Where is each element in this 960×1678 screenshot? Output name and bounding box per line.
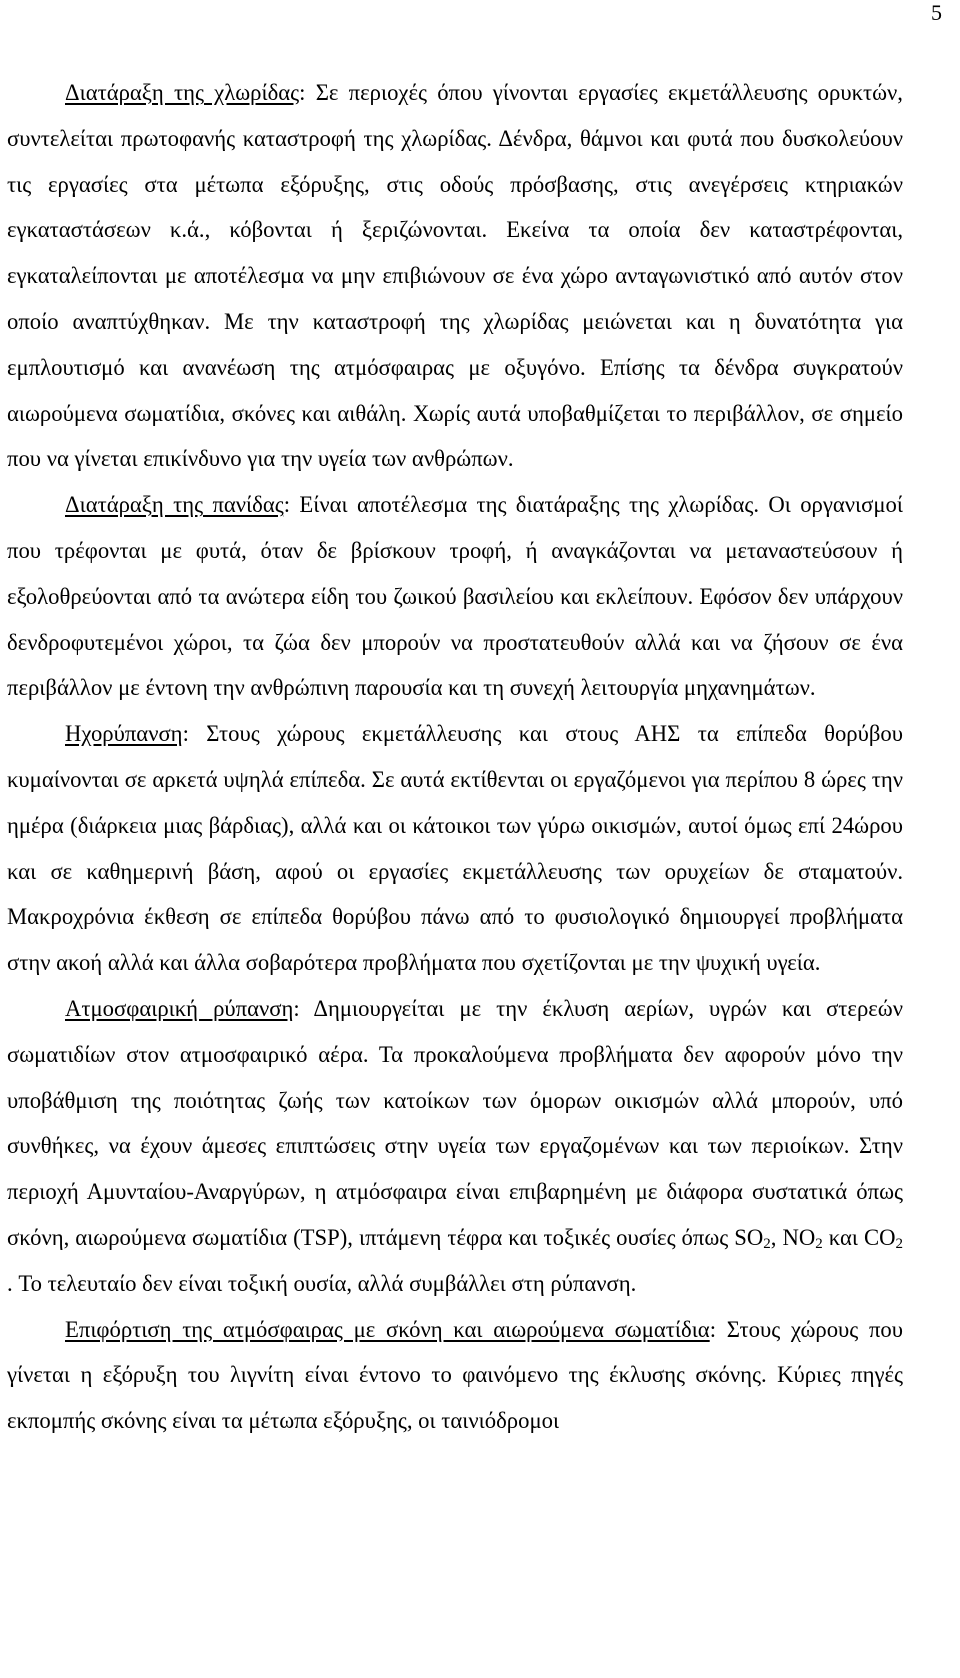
paragraph-noise: [7, 711, 903, 986]
term-separator: :: [299, 80, 316, 105]
term-flora-disturbance: Διατάραξη της χλωρίδας: [65, 80, 300, 105]
paragraph-text: Σε περιοχές όπου γίνονται εργασίες εκμετάλλευσης ορυκτών, συντελείται πρωτοφανής καταστροφή της χλωρίδας. Δένδρα, θάμνοι και φυτά που δυσκολεύουν τις εργασίες στα μέτωπα εξόρυξης, στις οδούς πρόσβασης, στις ανεγέρσεις κτηριακών εγκαταστάσεων κ.ά., κόβονται ή ξεριζώνονται. Εκείνα τα οποία δεν καταστρέφονται, εγκαταλείπονται με αποτέλεσμα να μην επιβιώνουν σε ένα χώρο ανταγωνιστικό από αυτόν στον οποίο αναπτύχθηκαν. Με την καταστροφή της χλωρίδας μειώνεται και η δυνατότητα για εμπλουτισμό και ανανέωση της ατμόσφαιρας με οξυγόνο. Επίσης τα δένδρα συγκρατούν αιωρούμενα σωματίδια, σκόνες και αιθάλη. Χωρίς αυτά υποβαθμίζεται το περιβάλλον, σε σημείο που να γίνεται επικίνδυνο για την υγεία των ανθρώπων.: [7, 80, 903, 472]
term-noise-pollution: Ηχορύπανση: [65, 721, 183, 747]
paragraph-fauna: [7, 482, 903, 711]
paragraph-text: και CO: [822, 1224, 896, 1250]
paragraph-flora: [7, 70, 903, 482]
term-separator: :: [182, 721, 207, 747]
subscript: 2: [815, 1235, 823, 1252]
term-separator: :: [293, 995, 314, 1021]
page-number: 5: [931, 0, 942, 25]
paragraph-text: Στους χώρους εκμετάλλευσης και στους ΑΗΣ τα επίπεδα θορύβου κυμαίνονται σε αρκετά υψηλά επίπεδα. Σε αυτά εκτίθενται οι εργαζόμενοι για περίπου 8 ώρες την ημέρα (διάρκεια μιας βάρδιας), αλλά και οι κάτοικοι των γύρω οικισμών, αυτοί όμως επί 24ώρου και σε καθημερινή βάση, αφού οι εργασίες εκμετάλλευσης των ορυχείων δε σταματούν. Μακροχρόνια έκθεση σε επίπεδα θορύβου πάνω από το φυσιολογικό δημιουργεί προβλήματα στην ακοή αλλά και άλλα σοβαρότερα προβλήματα που σχετίζονται με την ψυχική υγεία.: [7, 721, 903, 976]
term-separator: :: [709, 1316, 727, 1342]
paragraph-text: Είναι αποτέλεσμα της διατάραξης της χλωρίδας. Οι οργανισμοί που τρέφονται με φυτά, όταν δε βρίσκουν τροφή, ή αναγκάζονται να μεταναστεύσουν ή εξολοθρεύονται από τα ανώτερα είδη του ζωικού βασιλείου και εκλείπουν. Εφόσον δεν υπάρχουν δενδροφυτεμένοι χώροι, τα ζώα δεν μπορούν να προστατευθούν αλλά και να ζήσουν σε ένα περιβάλλον με έντονη την ανθρώπινη παρουσία και τη συνεχή λειτουργία μηχανημάτων.: [7, 492, 903, 701]
document-body: [7, 70, 903, 1444]
subscript: 2: [895, 1235, 903, 1252]
term-air-pollution: Ατμοσφαιρική ρύπανση: [65, 995, 294, 1021]
paragraph-text: , NO: [770, 1224, 816, 1250]
term-separator: :: [283, 492, 300, 518]
paragraph-text: Στους χώρους που γίνεται η εξόρυξη του λιγνίτη είναι έντονο το φαινόμενο της έκλυσης σκόνης. Κύριες πηγές εκπομπής σκόνης είναι τα μέτωπα εξόρυξης, οι ταινιόδρομοι: [7, 1316, 904, 1434]
subscript: 2: [763, 1235, 771, 1252]
term-fauna-disturbance: Διατάραξη της πανίδας: [65, 492, 284, 518]
paragraph-dust: [7, 1307, 903, 1444]
paragraph-text: Δημιουργείται με την έκλυση αερίων, υγρών και στερεών σωματιδίων στον ατμοσφαιρικό αέρα. Τα προκαλούμενα προβλήματα δεν αφορούν μόνο την υποβάθμιση της ποιότητας ζωής των κατοίκων των όμορων οικισμών αλλά μπορούν, υπό συνθήκες, να έχουν άμεσες επιπτώσεις στην υγεία των εργαζομένων και των περιοίκων. Στην περιοχή Αμυνταίου-Αναργύρων, η ατμόσφαιρα είναι επιβαρημένη με διάφορα συστατικά όπως σκόνη, αιωρούμενα σωματίδια (TSP), ιπτάμενη τέφρα και τοξικές ουσίες όπως SO: [7, 995, 903, 1250]
term-dust-particulates: Επιφόρτιση της ατμόσφαιρας με σκόνη και αιωρούμενα σωματίδια: [65, 1316, 710, 1342]
paragraph-text: . Το τελευταίο δεν είναι τοξική ουσία, αλλά συμβάλλει στη ρύπανση.: [7, 1270, 637, 1296]
paragraph-air-pollution: [7, 986, 903, 1307]
